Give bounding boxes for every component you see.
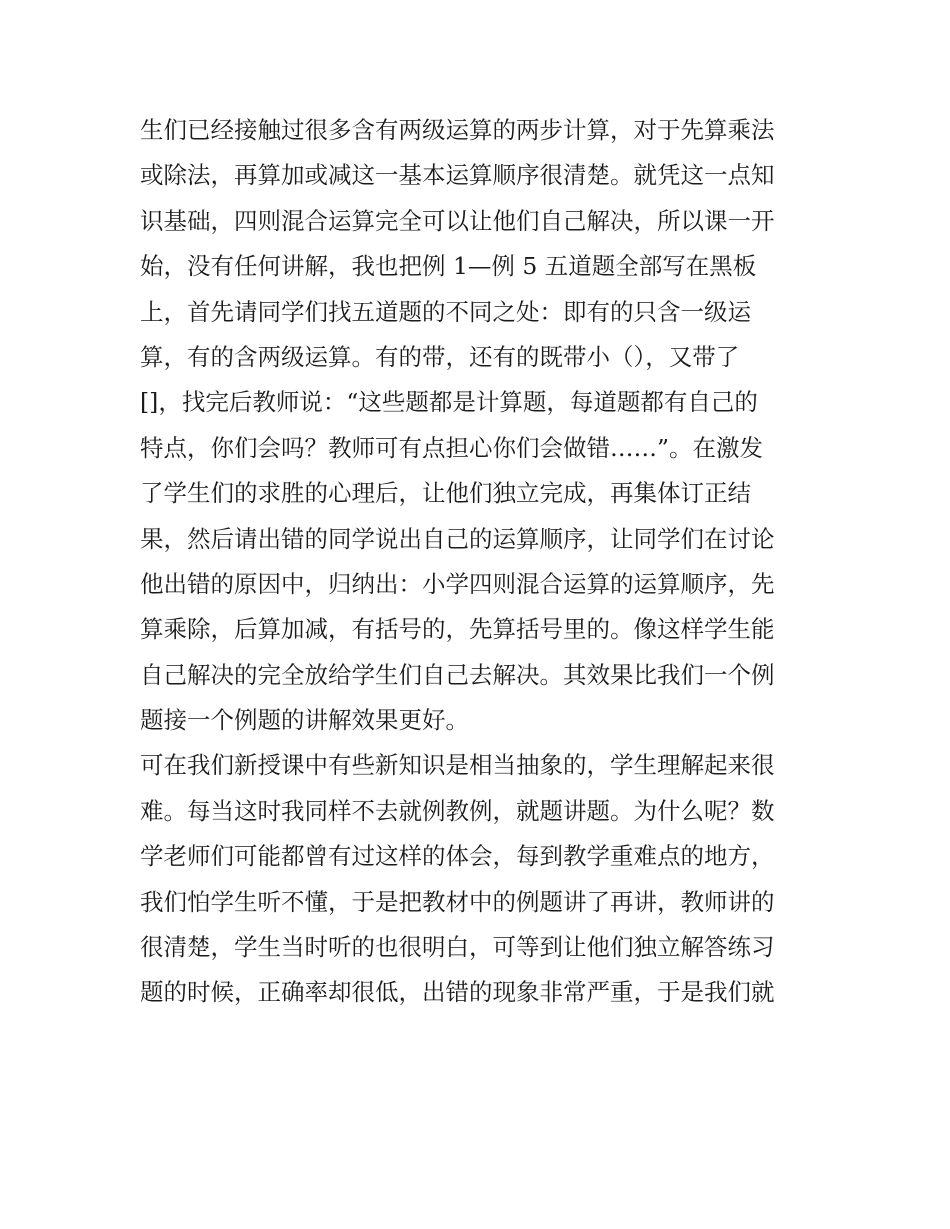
text-line: 算乘除，后算加减，有括号的，先算括号里的。像这样学生能 — [140, 615, 775, 644]
text-line: 生们已经接触过很多含有两级运算的两步计算，对于先算乘法 — [140, 116, 775, 144]
text-line: 上，首先请同学们找五道题的不同之处：即有的只含一级运 — [140, 297, 751, 326]
text-line: 他出错的原因中，归纳出：小学四则混合运算的运算顺序，先 — [140, 569, 775, 598]
text-line: 始，没有任何讲解，我也把例 1—例 5 五道题全部写在黑板 — [140, 252, 757, 281]
text-line: 题接一个例题的讲解效果更好。 — [140, 706, 469, 735]
text-line: []，找完后教师说：“这些题都是计算题，每道题都有自己的 — [140, 388, 758, 417]
text-line: 题的时候，正确率却很低，出错的现象非常严重，于是我们就 — [140, 978, 775, 1007]
text-line: 学老师们可能都曾有过这样的体会，每到教学重难点的地方， — [140, 842, 775, 871]
text-line: 难。每当这时我同样不去就例教例，就题讲题。为什么呢？数 — [140, 796, 775, 825]
text-line: 或除法，再算加或减这一基本运算顺序很清楚。就凭这一点知 — [140, 161, 775, 190]
text-line: 算，有的含两级运算。有的带，还有的既带小（），又带了 — [140, 342, 740, 371]
text-line: 很清楚，学生当时听的也很明白，可等到让他们独立解答练习 — [140, 933, 775, 962]
text-line: 我们怕学生听不懂，于是把教材中的例题讲了再讲，教师讲的 — [140, 887, 775, 916]
text-line: 果，然后请出错的同学说出自己的运算顺序，让同学们在讨论 — [140, 524, 775, 553]
text-line: 了学生们的求胜的心理后，让他们独立完成，再集体订正结 — [140, 479, 751, 508]
text-line: 自己解决的完全放给学生们自己去解决。其效果比我们一个例 — [140, 660, 775, 689]
text-line: 可在我们新授课中有些新知识是相当抽象的，学生理解起来很 — [140, 751, 775, 780]
body-text — [140, 108, 820, 1016]
text-line: 特点，你们会吗？教师可有点担心你们会做错……”。在激发 — [140, 433, 764, 462]
text-line: 识基础，四则混合运算完全可以让他们自己解决，所以课一开 — [140, 206, 775, 235]
